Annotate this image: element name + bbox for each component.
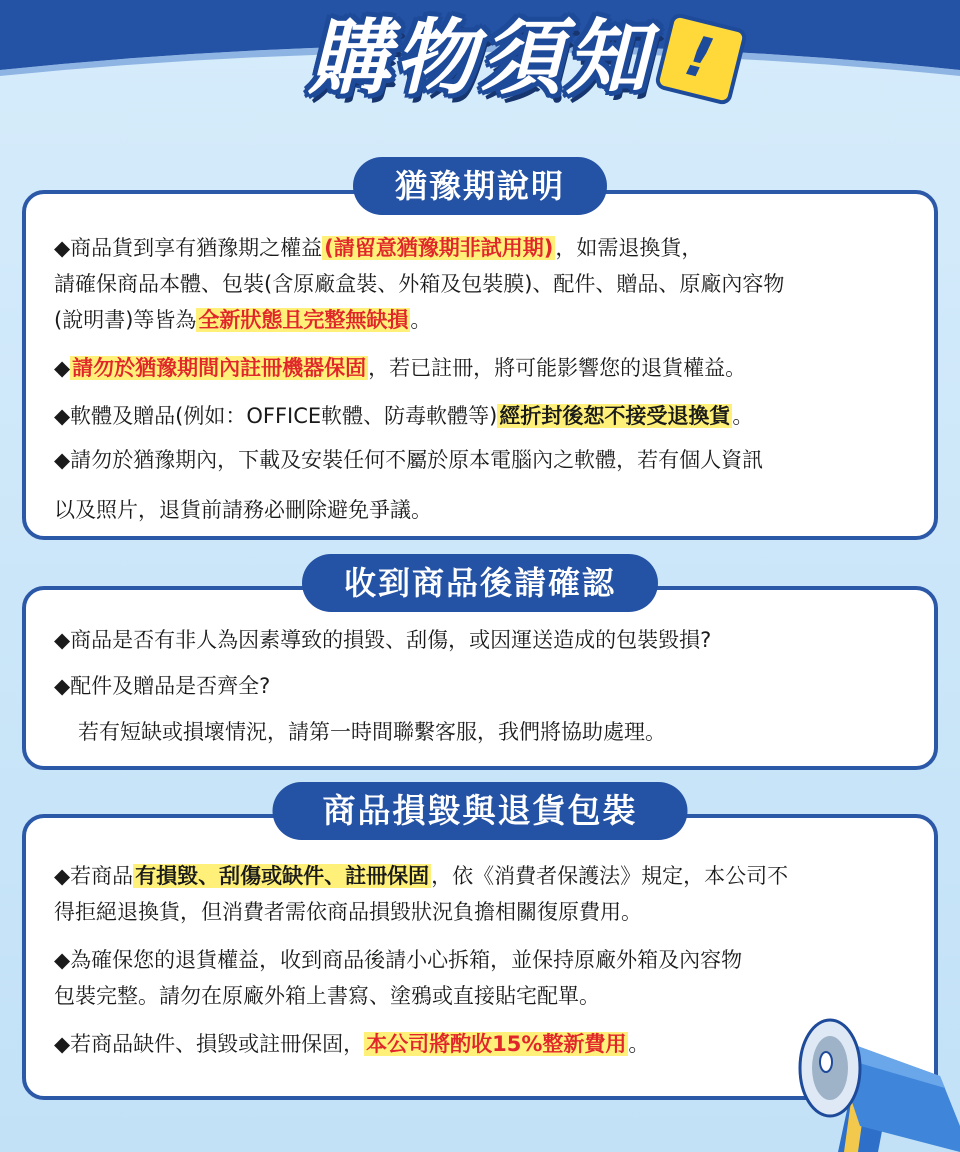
megaphone-icon bbox=[790, 1006, 960, 1152]
text-line: ◆商品貨到享有猶豫期之權益(請留意猶豫期非試用期)，如需退換貨， bbox=[54, 236, 703, 260]
highlight-yellow: 經折封後恕不接受退換貨 bbox=[499, 404, 731, 428]
text-line: 得拒絕退換貨，但消費者需依商品損毀狀況負擔相關復原費用。 bbox=[54, 900, 642, 924]
section-title-receipt-check: 收到商品後請確認 bbox=[302, 554, 658, 612]
text-line: ◆若商品缺件、損毀或註冊保固，本公司將酌收15%整新費用。 bbox=[54, 1032, 650, 1056]
text-line: 請確保商品本體、包裝(含原廠盒裝、外箱及包裝膜)、配件、贈品、原廠內容物 bbox=[54, 272, 785, 296]
section-title-cooling-off: 猶豫期說明 bbox=[353, 157, 607, 215]
text-line: ◆軟體及贈品(例如：OFFICE軟體、防毒軟體等)經折封後恕不接受退換貨。 bbox=[54, 404, 754, 428]
text-line: ◆若商品有損毀、刮傷或缺件、註冊保固，依《消費者保護法》規定，本公司不 bbox=[54, 864, 789, 888]
section-receipt-check bbox=[22, 586, 938, 770]
text-line: ◆為確保您的退貨權益，收到商品後請小心拆箱，並保持原廠外箱及內容物 bbox=[54, 948, 743, 972]
text-line: ◆商品是否有非人為因素導致的損毀、刮傷，或因運送造成的包裝毀損? bbox=[54, 628, 712, 652]
highlight-red: 本公司將酌收15%整新費用 bbox=[366, 1032, 627, 1056]
text-line: 以及照片，退貨前請務必刪除避免爭議。 bbox=[54, 498, 432, 522]
page-title-text: 購物須知 bbox=[308, 11, 652, 106]
highlight-red: 全新狀態且完整無缺損 bbox=[198, 308, 409, 332]
section-cooling-off bbox=[22, 190, 938, 540]
text-line: 若有短缺或損壞情況，請第一時間聯繫客服，我們將協助處理。 bbox=[78, 720, 666, 744]
text-line: ◆配件及贈品是否齊全? bbox=[54, 674, 271, 698]
text-line: (說明書)等皆為全新狀態且完整無缺損。 bbox=[54, 308, 432, 332]
exclamation-icon: ! bbox=[654, 12, 749, 107]
highlight-red: 請勿於猶豫期間內註冊機器保固 bbox=[72, 356, 367, 380]
text-line: 包裝完整。請勿在原廠外箱上書寫、塗鴉或直接貼宅配單。 bbox=[54, 984, 600, 1008]
text-line: ◆請勿於猶豫期內，下載及安裝任何不屬於原本電腦內之軟體，若有個人資訊 bbox=[54, 448, 764, 472]
highlight-red: (請留意猶豫期非試用期) bbox=[324, 236, 554, 260]
text-line: ◆請勿於猶豫期間內註冊機器保固，若已註冊，將可能影響您的退貨權益。 bbox=[54, 356, 747, 380]
section-title-damage-return: 商品損毀與退貨包裝 bbox=[273, 782, 688, 840]
page-title bbox=[0, 11, 960, 106]
highlight-yellow: 有損毀、刮傷或缺件、註冊保固 bbox=[135, 864, 430, 888]
